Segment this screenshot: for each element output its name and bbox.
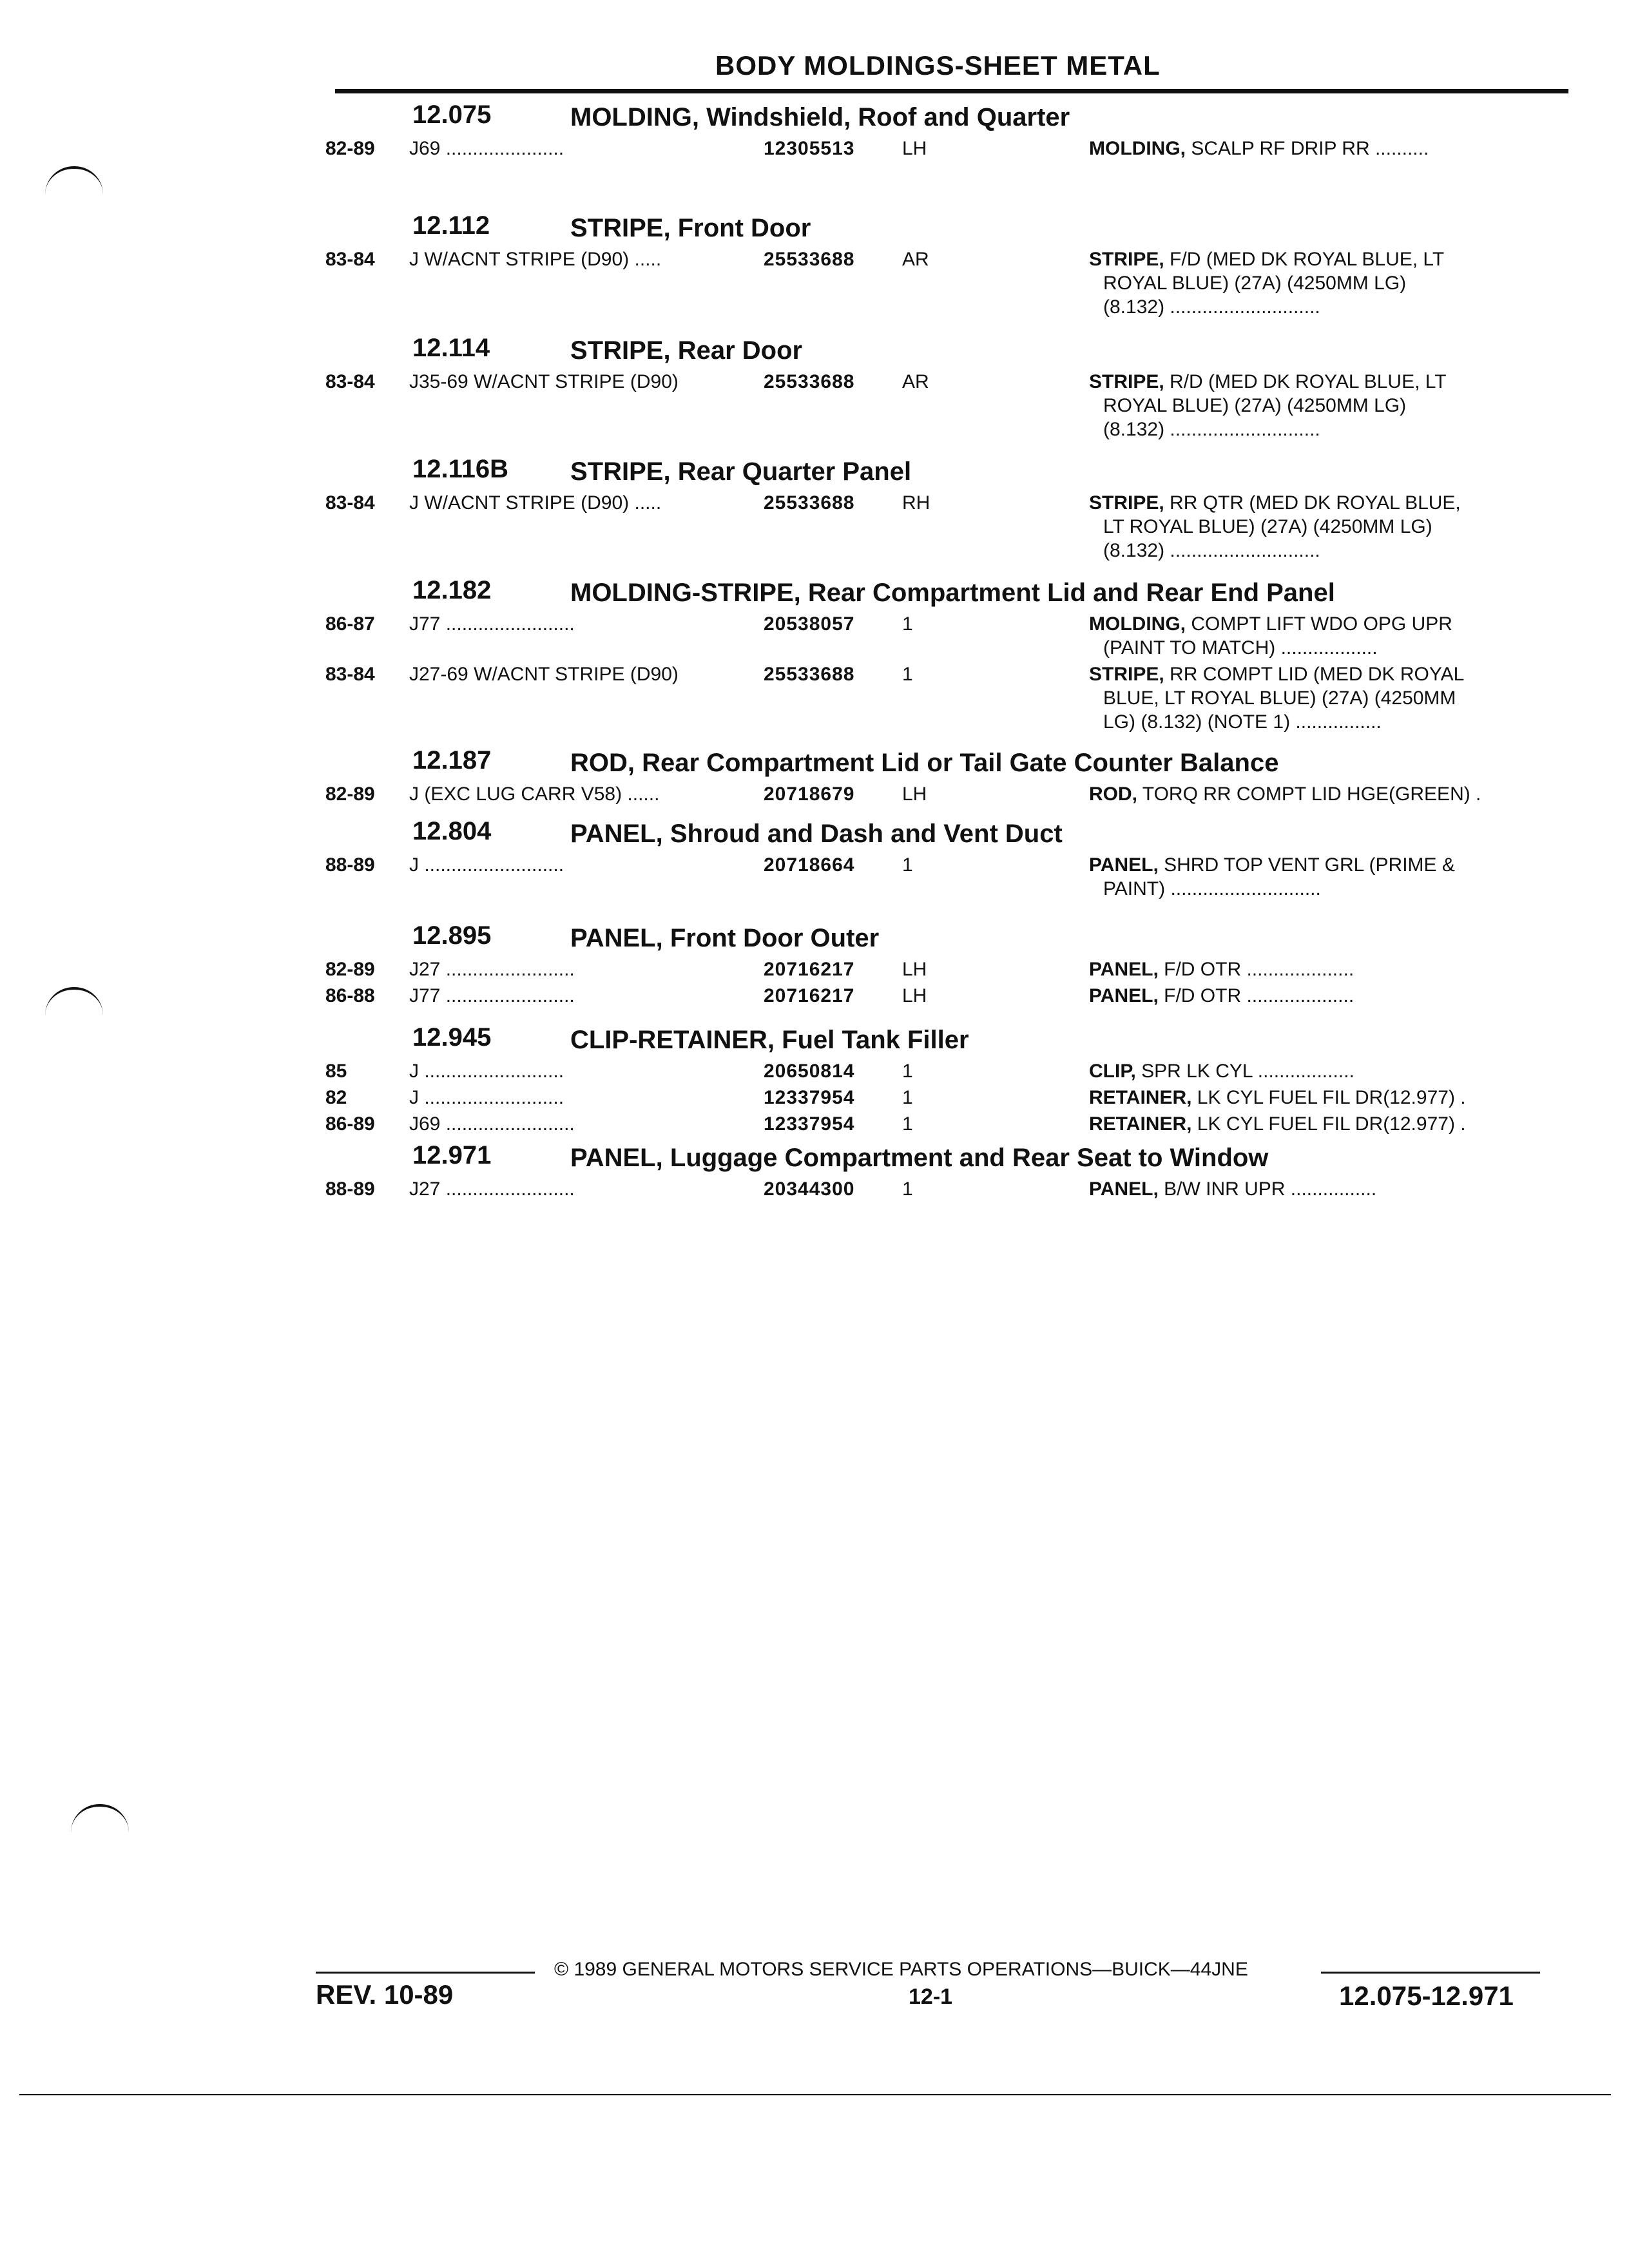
description-line: LG) (8.132) (NOTE 1) ................ <box>1103 711 1382 733</box>
part-row <box>0 1177 1629 1204</box>
description-line: (PAINT TO MATCH) .................. <box>1103 637 1378 658</box>
model-years: 82-89 <box>325 959 375 980</box>
model-code: J (EXC LUG CARR V58) ...... <box>409 783 660 805</box>
header-rule <box>335 89 1568 93</box>
part-row <box>0 1059 1629 1086</box>
model-years: 83-84 <box>325 249 375 270</box>
section-header <box>0 207 1629 247</box>
section-12-945 <box>0 1019 1629 1139</box>
model-years: 82 <box>325 1087 347 1108</box>
description-line <box>1089 1112 1566 1136</box>
quantity: AR <box>902 371 929 392</box>
part-description <box>1089 1177 1566 1201</box>
description-text: COMPT LIFT WDO OPG UPR <box>1186 613 1452 635</box>
description-keyword: MOLDING, <box>1089 138 1186 159</box>
description-keyword: STRIPE, <box>1089 249 1164 270</box>
description-keyword: PANEL, <box>1089 1178 1159 1200</box>
section-12-895 <box>0 918 1629 1010</box>
description-text: F/D OTR .................... <box>1158 959 1354 980</box>
section-number: 12.804 <box>412 817 492 845</box>
punch-hole-mark <box>45 166 103 195</box>
description-line <box>1089 370 1566 394</box>
quantity: LH <box>902 783 927 805</box>
part-number: 25533688 <box>764 492 855 514</box>
model-code: J W/ACNT STRIPE (D90) ..... <box>409 249 662 270</box>
footer-rule-left <box>316 1972 535 1974</box>
part-description <box>1089 370 1566 441</box>
section-range: 12.075-12.971 <box>1339 1981 1514 2011</box>
section-title: CLIP-RETAINER, Fuel Tank Filler <box>570 1026 969 1054</box>
part-number: 12337954 <box>764 1087 855 1108</box>
section-number: 12.116B <box>412 455 509 483</box>
model-years: 82-89 <box>325 783 375 805</box>
description-keyword: PANEL, <box>1089 985 1159 1006</box>
section-12-112 <box>0 207 1629 322</box>
model-years: 88-89 <box>325 854 375 876</box>
part-number: 12337954 <box>764 1113 855 1135</box>
section-title: STRIPE, Front Door <box>570 214 811 242</box>
description-keyword: PANEL, <box>1089 854 1159 876</box>
part-row <box>0 984 1629 1010</box>
model-code: J77 ........................ <box>409 613 575 635</box>
description-line <box>1089 782 1566 806</box>
description-line <box>1089 247 1566 271</box>
section-header <box>0 742 1629 782</box>
part-number: 20538057 <box>764 613 855 635</box>
part-description <box>1089 1086 1566 1110</box>
description-line <box>1089 612 1566 636</box>
section-title: PANEL, Front Door Outer <box>570 924 880 952</box>
description-keyword: PANEL, <box>1089 959 1159 980</box>
quantity: 1 <box>902 854 913 876</box>
section-12-804 <box>0 813 1629 903</box>
part-row <box>0 247 1629 322</box>
part-description <box>1089 612 1566 660</box>
model-code: J27 ........................ <box>409 959 575 980</box>
part-number: 20718664 <box>764 854 855 876</box>
part-row <box>0 957 1629 984</box>
part-number: 20718679 <box>764 783 855 805</box>
quantity: 1 <box>902 664 913 685</box>
description-text: SCALP RF DRIP RR .......... <box>1186 138 1429 159</box>
model-code: J69 ...................... <box>409 138 564 159</box>
quantity: 1 <box>902 613 913 635</box>
part-row <box>0 662 1629 736</box>
part-number: 12305513 <box>764 138 855 159</box>
model-years: 88-89 <box>325 1178 375 1200</box>
description-text: B/W INR UPR ................ <box>1158 1178 1377 1200</box>
quantity: LH <box>902 985 927 1006</box>
section-header <box>0 918 1629 957</box>
description-line: (8.132) ............................ <box>1103 296 1320 318</box>
quantity: 1 <box>902 1113 913 1135</box>
section-header <box>0 813 1629 853</box>
part-row <box>0 1086 1629 1112</box>
section-title: ROD, Rear Compartment Lid or Tail Gate Counter Balance <box>570 749 1279 777</box>
description-keyword: ROD, <box>1089 783 1137 805</box>
part-number: 25533688 <box>764 249 855 270</box>
quantity: AR <box>902 249 929 270</box>
model-code: J27-69 W/ACNT STRIPE (D90) <box>409 664 679 685</box>
section-title: PANEL, Luggage Compartment and Rear Seat to Window <box>570 1144 1269 1172</box>
punch-hole-mark <box>71 1804 129 1832</box>
part-row <box>0 612 1629 662</box>
part-row <box>0 853 1629 903</box>
section-number: 12.112 <box>412 211 490 240</box>
part-description <box>1089 1112 1566 1136</box>
page-edge-rule <box>19 2094 1611 2095</box>
description-line: ROYAL BLUE) (27A) (4250MM LG) <box>1103 273 1407 294</box>
model-years: 83-84 <box>325 371 375 392</box>
quantity: LH <box>902 138 927 159</box>
part-description <box>1089 853 1566 901</box>
section-header <box>0 1019 1629 1059</box>
description-keyword: STRIPE, <box>1089 371 1164 392</box>
part-description <box>1089 782 1566 806</box>
model-years: 83-84 <box>325 492 375 514</box>
model-code: J .......................... <box>409 854 564 876</box>
section-12-971 <box>0 1137 1629 1204</box>
description-keyword: MOLDING, <box>1089 613 1186 635</box>
section-header <box>0 330 1629 370</box>
section-title: STRIPE, Rear Quarter Panel <box>570 457 912 486</box>
quantity: 1 <box>902 1178 913 1200</box>
model-years: 85 <box>325 1061 347 1082</box>
description-line <box>1089 1177 1566 1201</box>
copyright-notice: © 1989 GENERAL MOTORS SERVICE PARTS OPERATIONS—BUICK—44JNE <box>554 1959 1248 1980</box>
description-line <box>1089 957 1566 981</box>
model-years: 83-84 <box>325 664 375 685</box>
part-row <box>0 137 1629 163</box>
section-number: 12.114 <box>412 334 490 362</box>
description-line: (8.132) ............................ <box>1103 540 1320 561</box>
model-years: 86-87 <box>325 613 375 635</box>
description-line: BLUE, LT ROYAL BLUE) (27A) (4250MM <box>1103 687 1456 709</box>
section-12-116B <box>0 451 1629 565</box>
description-line <box>1089 1059 1566 1083</box>
section-12-114 <box>0 330 1629 444</box>
description-line <box>1089 491 1566 515</box>
revision-label: REV. 10-89 <box>316 1979 454 2010</box>
description-line <box>1089 1086 1566 1110</box>
description-text: R/D (MED DK ROYAL BLUE, LT <box>1164 371 1447 392</box>
part-description <box>1089 1059 1566 1083</box>
description-line <box>1089 662 1566 686</box>
description-line: LT ROYAL BLUE) (27A) (4250MM LG) <box>1103 516 1432 537</box>
model-years: 82-89 <box>325 138 375 159</box>
quantity: 1 <box>902 1087 913 1108</box>
page-number: 12-1 <box>909 1984 953 2009</box>
description-text: TORQ RR COMPT LID HGE(GREEN) . <box>1137 783 1481 805</box>
part-number: 20344300 <box>764 1178 855 1200</box>
description-text: F/D (MED DK ROYAL BLUE, LT <box>1164 249 1445 270</box>
description-keyword: STRIPE, <box>1089 664 1164 685</box>
footer-rule-right <box>1321 1972 1540 1974</box>
description-line <box>1089 853 1566 877</box>
description-text: SHRD TOP VENT GRL (PRIME & <box>1158 854 1455 876</box>
description-text: RR QTR (MED DK ROYAL BLUE, <box>1164 492 1461 514</box>
section-number: 12.182 <box>412 576 492 604</box>
part-row <box>0 1112 1629 1139</box>
description-text: SPR LK CYL .................. <box>1135 1061 1354 1082</box>
quantity: 1 <box>902 1061 913 1082</box>
part-description <box>1089 247 1566 319</box>
section-number: 12.971 <box>412 1141 492 1169</box>
part-description <box>1089 984 1566 1008</box>
model-code: J35-69 W/ACNT STRIPE (D90) <box>409 371 679 392</box>
part-description <box>1089 491 1566 562</box>
section-title: MOLDING, Windshield, Roof and Quarter <box>570 103 1070 131</box>
part-number: 20716217 <box>764 985 855 1006</box>
section-number: 12.187 <box>412 746 492 774</box>
model-code: J69 ........................ <box>409 1113 575 1135</box>
model-code: J .......................... <box>409 1061 564 1082</box>
part-row <box>0 491 1629 565</box>
description-keyword: CLIP, <box>1089 1061 1136 1082</box>
section-title: MOLDING-STRIPE, Rear Compartment Lid and Rear End Panel <box>570 579 1335 607</box>
description-text: RR COMPT LID (MED DK ROYAL <box>1164 664 1465 685</box>
description-line: ROYAL BLUE) (27A) (4250MM LG) <box>1103 395 1407 416</box>
description-text: F/D OTR .................... <box>1158 985 1354 1006</box>
part-row <box>0 782 1629 809</box>
description-keyword: RETAINER, <box>1089 1113 1192 1135</box>
description-keyword: STRIPE, <box>1089 492 1164 514</box>
section-12-182 <box>0 572 1629 736</box>
page-title: BODY MOLDINGS-SHEET METAL <box>715 50 1161 81</box>
quantity: RH <box>902 492 930 514</box>
section-header <box>0 572 1629 612</box>
part-description <box>1089 957 1566 981</box>
model-code: J .......................... <box>409 1087 564 1108</box>
section-header <box>0 97 1629 137</box>
model-code: J W/ACNT STRIPE (D90) ..... <box>409 492 662 514</box>
section-12-187 <box>0 742 1629 809</box>
description-text: LK CYL FUEL FIL DR(12.977) . <box>1191 1113 1466 1135</box>
model-code: J27 ........................ <box>409 1178 575 1200</box>
section-title: STRIPE, Rear Door <box>570 336 803 365</box>
section-number: 12.945 <box>412 1023 492 1052</box>
section-12-075 <box>0 97 1629 163</box>
part-number: 20650814 <box>764 1061 855 1082</box>
section-header <box>0 1137 1629 1177</box>
description-line: (8.132) ............................ <box>1103 419 1320 440</box>
part-number: 25533688 <box>764 371 855 392</box>
quantity: LH <box>902 959 927 980</box>
section-header <box>0 451 1629 491</box>
model-code: J77 ........................ <box>409 985 575 1006</box>
part-description <box>1089 662 1566 734</box>
section-title: PANEL, Shroud and Dash and Vent Duct <box>570 820 1063 848</box>
part-description <box>1089 137 1566 160</box>
model-years: 86-88 <box>325 985 375 1006</box>
description-line <box>1089 984 1566 1008</box>
model-years: 86-89 <box>325 1113 375 1135</box>
section-number: 12.075 <box>412 101 492 129</box>
description-keyword: RETAINER, <box>1089 1087 1192 1108</box>
part-number: 20716217 <box>764 959 855 980</box>
description-line <box>1089 137 1566 160</box>
part-row <box>0 370 1629 444</box>
part-number: 25533688 <box>764 664 855 685</box>
description-line: PAINT) ............................ <box>1103 878 1321 899</box>
section-number: 12.895 <box>412 921 492 950</box>
description-text: LK CYL FUEL FIL DR(12.977) . <box>1191 1087 1466 1108</box>
